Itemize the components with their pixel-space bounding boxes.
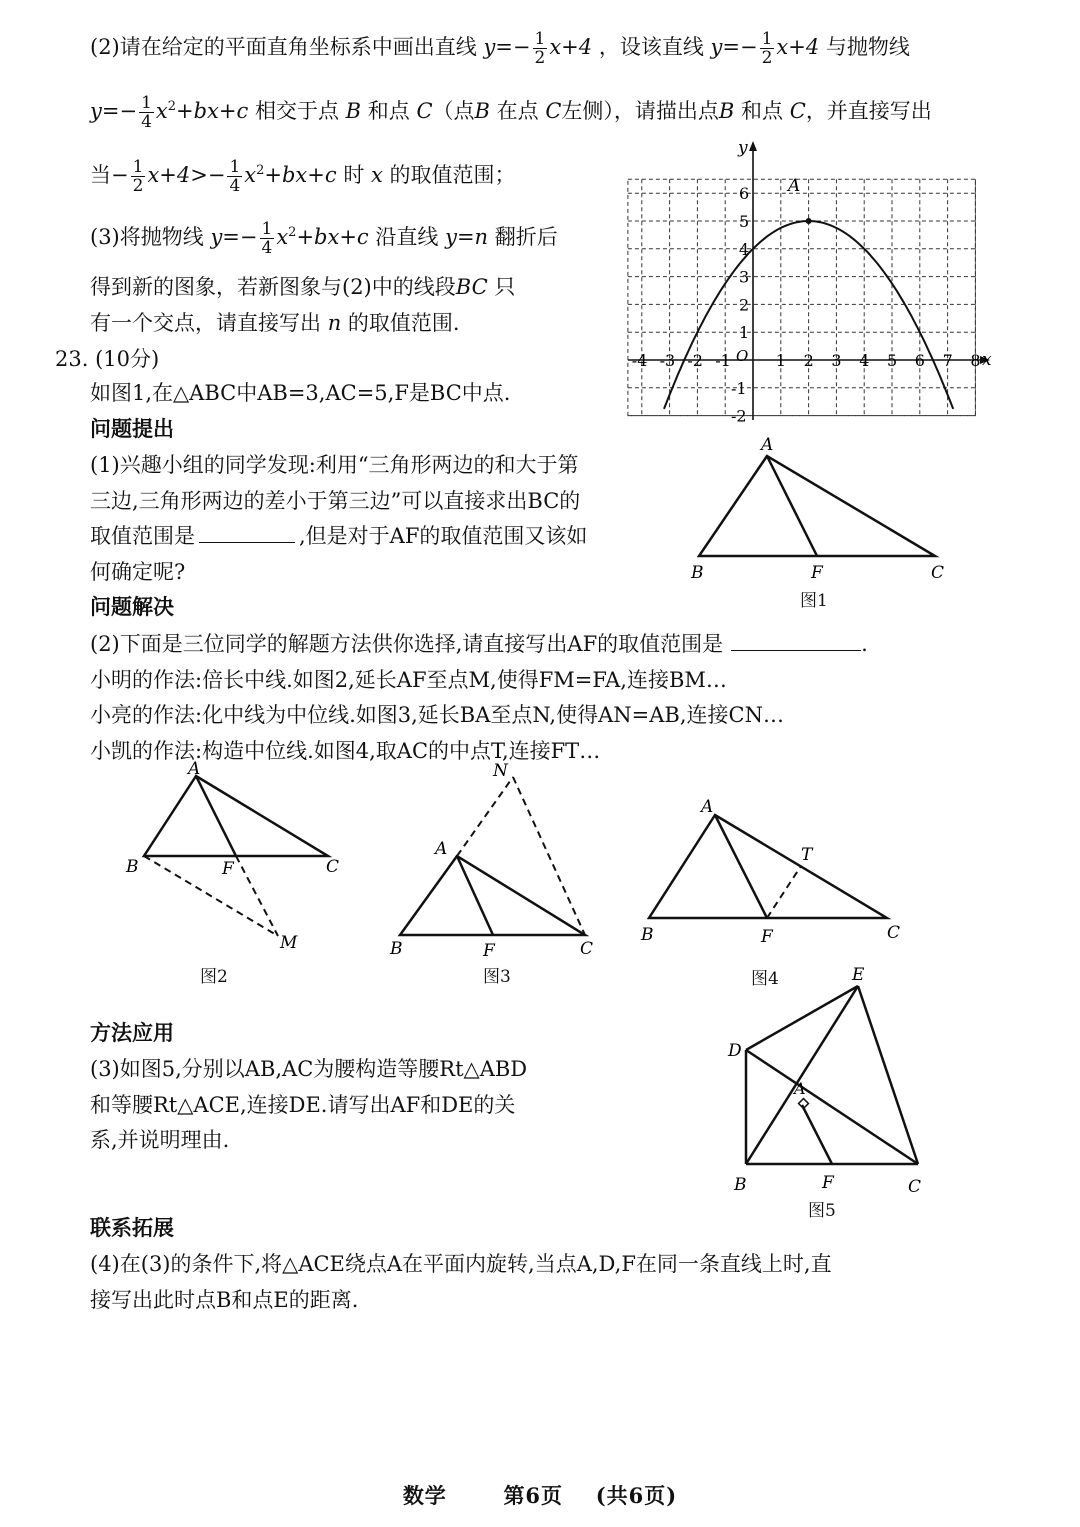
x-tick-label: 5 bbox=[887, 351, 898, 370]
x-tick-label: 1 bbox=[775, 351, 786, 370]
svg-text:F: F bbox=[222, 859, 234, 879]
svg-text:F: F bbox=[811, 563, 823, 583]
text: 与抛物线 bbox=[825, 35, 910, 59]
text: y=− bbox=[90, 99, 138, 123]
q23-part1-line4: 何确定呢? bbox=[90, 560, 186, 584]
section-heading: 联系拓展 bbox=[90, 1215, 174, 1240]
x-tick-label: -4 bbox=[631, 351, 648, 370]
figure-2 bbox=[120, 760, 340, 950]
q23-part3-line2: 和等腰Rt△ACE,连接DE.请写出AF和DE的关 bbox=[90, 1093, 516, 1117]
svg-text:N: N bbox=[493, 761, 508, 781]
svg-text:C: C bbox=[931, 563, 945, 583]
section-heading: 问题提出 bbox=[90, 416, 174, 441]
origin-label: O bbox=[736, 347, 749, 365]
text: x+4 bbox=[776, 35, 820, 59]
svg-text:A: A bbox=[188, 760, 201, 779]
svg-text:A: A bbox=[701, 797, 714, 817]
q22-part3-line3: 有一个交点，请直接写出 n 的取值范围. bbox=[90, 311, 460, 335]
x-tick-label: -2 bbox=[687, 351, 703, 370]
figure-5 bbox=[720, 960, 940, 1200]
point-label-A: A bbox=[788, 176, 801, 196]
q23-part4-line2: 接写出此时点B和点E的距离. bbox=[90, 1288, 359, 1312]
grid-frame bbox=[628, 179, 976, 415]
svg-text:A: A bbox=[435, 839, 448, 859]
method-xiaoliang: 小亮的作法:化中线为中位线.如图3,延长BA至点N,使得AN=AB,连接CN… bbox=[90, 703, 784, 727]
svg-text:C: C bbox=[326, 857, 340, 877]
svg-text:C: C bbox=[908, 1177, 922, 1197]
x-tick-label: 8 bbox=[970, 351, 981, 370]
q22-part2-line2: y=− $\frac{1}{4}$ $x^2+bx+c$ 相交于点 B 和点 C（点B 在点 C左侧），请描出点B 和点 C，并直接写出 bbox=[90, 93, 932, 132]
figure-caption: 图5 bbox=[808, 1201, 836, 1221]
q23-part4-line1: (4)在(3)的条件下,将△ACE绕点A在平面内旋转,当点A,D,F在同一条直线上时,直 bbox=[90, 1252, 832, 1276]
svg-text:B: B bbox=[390, 939, 403, 959]
figure-caption: 图4 bbox=[751, 969, 779, 989]
y-axis bbox=[749, 141, 757, 420]
x-axis-label: x bbox=[982, 350, 992, 370]
section-heading: 方法应用 bbox=[90, 1020, 174, 1045]
page-footer bbox=[0, 1480, 1080, 1510]
svg-text:D: D bbox=[728, 1041, 742, 1061]
text: y=− bbox=[710, 35, 758, 59]
fraction: $\frac{1}{4}$ bbox=[261, 219, 273, 258]
svg-text:F: F bbox=[822, 1173, 834, 1193]
figure-4 bbox=[635, 790, 910, 960]
svg-text:M: M bbox=[280, 933, 298, 950]
q23-part2: (2)下面是三位同学的解题方法供你选择,请直接写出AF的取值范围是 . bbox=[90, 632, 868, 656]
footer-subject: 数学 bbox=[402, 1483, 447, 1508]
footer-total: (共6页) bbox=[595, 1483, 678, 1508]
text: y=− bbox=[483, 35, 531, 59]
fraction: $\frac{1}{2}$ bbox=[534, 29, 546, 68]
svg-text:B: B bbox=[734, 1175, 747, 1195]
y-tick-label: 1 bbox=[739, 323, 750, 343]
svg-text:F: F bbox=[483, 941, 495, 960]
q23-part3-line1: (3)如图5,分别以AB,AC为腰构造等腰Rt△ABD bbox=[90, 1057, 528, 1081]
figure-1 bbox=[685, 432, 960, 592]
method-xiaokai: 小凯的作法:构造中位线.如图4,取AC的中点T,连接FT… bbox=[90, 739, 601, 763]
figure-caption: 图1 bbox=[800, 591, 828, 611]
x-tick-label: 2 bbox=[803, 351, 814, 370]
svg-text:C: C bbox=[887, 923, 901, 943]
y-tick-label: 4 bbox=[739, 239, 750, 259]
svg-text:A: A bbox=[794, 1079, 806, 1098]
q23-part1-line1: (1)兴趣小组的同学发现:利用“三角形两边的和大于第 bbox=[90, 453, 579, 477]
y-tick-label: -2 bbox=[731, 406, 747, 425]
figure-caption: 图3 bbox=[483, 967, 511, 987]
fraction: $\frac{1}{4}$ bbox=[229, 157, 241, 196]
y-tick-label: 3 bbox=[739, 267, 750, 287]
svg-text:B: B bbox=[126, 857, 139, 877]
y-tick-label: -1 bbox=[731, 378, 747, 398]
q22-part3-line2: 得到新的图象，若新图象与(2)中的线段BC 只 bbox=[90, 275, 516, 299]
y-tick-label: 2 bbox=[739, 295, 750, 315]
y-tick-label: 5 bbox=[739, 212, 750, 231]
x-tick-label: 7 bbox=[942, 351, 953, 370]
text: (2)请在给定的平面直角坐标系中画出直线 bbox=[90, 35, 477, 59]
svg-text:T: T bbox=[801, 845, 813, 865]
y-axis-label: y bbox=[738, 138, 748, 158]
fraction: $\frac{1}{2}$ bbox=[132, 157, 144, 196]
figure-3 bbox=[385, 760, 605, 960]
q22-part2-line3: 当− $\frac{1}{2}$ x+4>− $\frac{1}{4}$ $x^2+bx+c$ 时 x 的取值范围； bbox=[90, 157, 516, 196]
fraction: $\frac{1}{4}$ bbox=[141, 93, 152, 132]
x-tick-label: -1 bbox=[715, 351, 731, 370]
q23-header: 23. (10分) bbox=[55, 347, 160, 371]
footer-page: 第6页 bbox=[503, 1483, 564, 1508]
q23-part3-line3: 系,并说明理由. bbox=[90, 1128, 230, 1152]
x-tick-label: 3 bbox=[831, 351, 842, 370]
vertex-point bbox=[806, 218, 812, 224]
section-heading: 问题解决 bbox=[90, 594, 174, 619]
x-tick-label: 6 bbox=[914, 351, 925, 370]
q22-part3-line1: (3)将抛物线 y=− $\frac{1}{4}$ $x^2+bx+c$ 沿直线 y=n 翻折后 bbox=[90, 219, 558, 258]
text: x+4 bbox=[549, 35, 593, 59]
svg-text:A: A bbox=[761, 435, 774, 455]
grid bbox=[628, 179, 976, 415]
fraction: $\frac{1}{2}$ bbox=[761, 29, 773, 68]
x-tick-label: 4 bbox=[859, 351, 870, 370]
answer-blank[interactable] bbox=[199, 542, 295, 543]
svg-text:E: E bbox=[852, 965, 865, 985]
answer-blank[interactable] bbox=[731, 650, 861, 651]
text: ，设该直线 bbox=[598, 35, 704, 59]
q23-part1-line3: 取值范围是 ,但是对于AF的取值范围又该如 bbox=[90, 524, 588, 548]
figure-caption: 图2 bbox=[200, 967, 228, 987]
q22-part2-line1 bbox=[90, 30, 910, 67]
svg-text:B: B bbox=[641, 925, 654, 945]
x-tick-label: -3 bbox=[659, 351, 676, 370]
method-xiaoming: 小明的作法:倍长中线.如图2,延长AF至点M,使得FM=FA,连接BM… bbox=[90, 668, 727, 692]
y-tick-label: 6 bbox=[739, 184, 750, 204]
q23-part1-line2: 三边,三角形两边的差小于第三边”可以直接求出BC的 bbox=[90, 489, 581, 513]
svg-text:B: B bbox=[691, 563, 704, 583]
q23-intro: 如图1,在△ABC中AB=3,AC=5,F是BC中点. bbox=[90, 381, 511, 405]
coordinate-graph bbox=[620, 135, 1000, 425]
svg-text:F: F bbox=[761, 927, 773, 947]
svg-text:C: C bbox=[580, 939, 594, 959]
text: 相交于点 bbox=[254, 99, 339, 123]
